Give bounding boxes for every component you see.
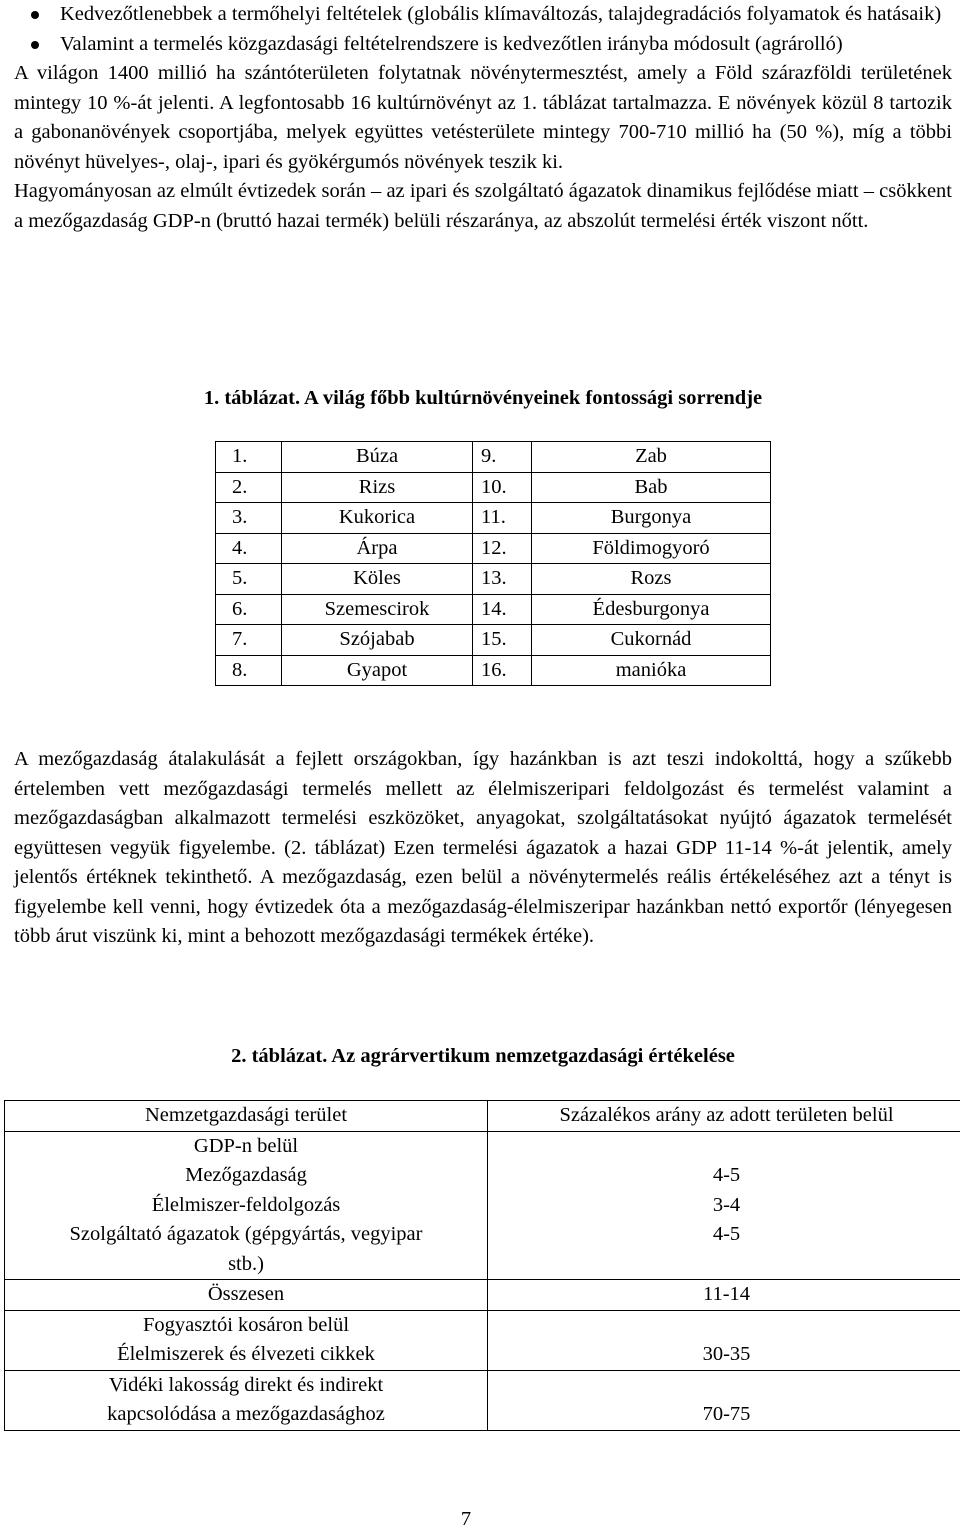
bullet-icon <box>31 41 39 49</box>
table-1-cell: 8. <box>216 655 282 686</box>
cell-line: Fogyasztói kosáron belül <box>142 1313 350 1336</box>
table-row <box>5 1370 960 1430</box>
bullet-text: Kedvezőtlenebbek a termőhelyi feltételek (globális klímaváltozás, talajdegradációs folyamatok és hatásaik) <box>60 3 942 25</box>
table-1-cell: 1. <box>216 442 282 473</box>
cell-line <box>494 1371 959 1401</box>
cell-line: stb.) <box>228 1252 264 1275</box>
cell-line: GDP-n belül <box>193 1134 299 1157</box>
table-1-cell: Édesburgonya <box>532 594 771 625</box>
paragraph-2: Hagyományosan az elmúlt évtizedek során – az ipari és szolgáltató ágazatok dinamikus fejlődése miatt – csökkent a mezőgazdaság GDP-n (bruttó hazai termék) belüli részaránya, az abszolút termelési érték viszont nőtt. <box>14 180 952 232</box>
table-2-cell-value: 11-14 <box>488 1280 960 1311</box>
table-1 <box>215 441 771 686</box>
table-2 <box>4 1100 960 1431</box>
table-1-cell: 13. <box>473 564 532 595</box>
document-page <box>14 0 952 1425</box>
table-row <box>216 472 771 503</box>
bullet-text: Valamint a termelés közgazdasági feltételrendszere is kedvezőtlen irányba módosult (agrárolló) <box>60 32 843 55</box>
table-1-cell: Gyapot <box>282 655 473 686</box>
table-row <box>216 442 771 473</box>
table-2-cell-values <box>488 1310 960 1370</box>
table-1-cell: Földimogyoró <box>532 533 771 564</box>
cell-line <box>494 1132 959 1162</box>
table-1-cell: 7. <box>216 625 282 656</box>
table-1-cell: 5. <box>216 564 282 595</box>
table-1-cell: 9. <box>473 442 532 473</box>
table-1-cell: Búza <box>282 442 473 473</box>
bullet-icon <box>31 11 39 19</box>
table-2-caption: 2. táblázat. Az agrárvertikum nemzetgazdasági értékelése <box>231 1045 735 1067</box>
table-1-cell: 16. <box>473 655 532 686</box>
table-2-cell-area <box>5 1131 488 1280</box>
table-row <box>216 503 771 534</box>
cell-line: 4-5 <box>712 1223 741 1245</box>
page-number: 7 <box>460 1508 472 1530</box>
table-1-cell: 12. <box>473 533 532 564</box>
table-1-cell: Burgonya <box>532 503 771 534</box>
table-1-cell: Bab <box>532 472 771 503</box>
paragraph-3: A mezőgazdaság átalakulását a fejlett országokban, így hazánkban is azt teszi indokolttá, hogy a szűkebb értelemben vett mezőgazdasági termelés mellett az élelmiszeripari feldolgozást és termelést valamint a mezőgazdaságban alkalmazott termelési eszközöket, anyagokat, szolgáltatásokat nyújtó ágazatok termelését együttesen vegyük figyelembe. (2. táblázat) Ezen termelési ágazatok a hazai GDP 11-14 %-át jelentik, amely jelentős értéknek tekinthető. A mezőgazdaság, ezen belül a növénytermelés reális értékeléséhez azt a tényt is figyelembe kell venni, hogy évtizedek óta a mezőgazdaság-élelmiszeripar hazánkban nettó exportőr (lényegesen több árut viszünk ki, mint a behozott mezőgazdasági termékek értéke). <box>14 748 952 947</box>
cell-line <box>494 1311 959 1341</box>
table-1-cell: 2. <box>216 472 282 503</box>
table-1-cell: 4. <box>216 533 282 564</box>
table-1-cell: Szójabab <box>282 625 473 656</box>
cell-line <box>494 1250 959 1280</box>
cell-line: Mezőgazdaság <box>185 1164 307 1186</box>
table-2-cell-values <box>488 1131 960 1280</box>
table-row <box>216 533 771 564</box>
table-1-cell: 14. <box>473 594 532 625</box>
table-2-header-percent: Százalékos arány az adott területen belül <box>488 1101 960 1132</box>
cell-line: 30-35 <box>702 1343 751 1365</box>
table-2-cell-area <box>5 1370 488 1430</box>
table-2-cell-area <box>5 1310 488 1370</box>
cell-line: 4-5 <box>712 1164 741 1186</box>
table-1-cell: Zab <box>532 442 771 473</box>
table-1-cell: Szemescirok <box>282 594 473 625</box>
table-1-cell: manióka <box>532 655 771 686</box>
table-row <box>5 1101 960 1132</box>
cell-line: Vidéki lakosság direkt és indirekt <box>108 1373 384 1396</box>
cell-line: Szolgáltató ágazatok (gépgyártás, vegyipar <box>69 1223 423 1245</box>
table-2-header-area: Nemzetgazdasági terület <box>5 1101 488 1132</box>
bullet-item <box>14 30 952 60</box>
bullet-list <box>14 0 952 59</box>
table-1-cell: Árpa <box>282 533 473 564</box>
table-1-cell: 10. <box>473 472 532 503</box>
table-1-cell: Cukornád <box>532 625 771 656</box>
cell-line: Élelmiszerek és élvezeti cikkek <box>117 1343 375 1365</box>
cell-line: Élelmiszer-feldolgozás <box>151 1193 341 1216</box>
cell-line: 3-4 <box>712 1193 741 1216</box>
table-1-cell: Rizs <box>282 472 473 503</box>
table-1-cell: 6. <box>216 594 282 625</box>
table-1-cell: Köles <box>282 564 473 595</box>
cell-line: 70-75 <box>702 1403 751 1425</box>
table-row <box>5 1310 960 1370</box>
table-row <box>5 1131 960 1280</box>
table-row <box>216 564 771 595</box>
table-1-cell: 15. <box>473 625 532 656</box>
table-1-cell: Kukorica <box>282 503 473 534</box>
table-row <box>216 625 771 656</box>
table-row <box>5 1280 960 1311</box>
table-1-cell: 3. <box>216 503 282 534</box>
table-2-cell-area: Összesen <box>5 1280 488 1311</box>
table-row <box>216 594 771 625</box>
table-1-cell: Rozs <box>532 564 771 595</box>
table-1-cell: 11. <box>473 503 532 534</box>
table-row <box>216 655 771 686</box>
table-1-caption: 1. táblázat. A világ főbb kultúrnövényeinek fontossági sorrendje <box>203 387 763 409</box>
table-2-cell-values <box>488 1370 960 1430</box>
cell-line: kapcsolódása a mezőgazdasághoz <box>107 1403 385 1425</box>
paragraph-1: A világon 1400 millió ha szántóterületen folytatnak növénytermesztést, amely a Föld szárazföldi területének mintegy 10 %-át jelenti. A legfontosabb 16 kultúrnövényt az 1. táblázat tartalmazza. E növények közül 8 tartozik a gabonanövények csoportjába, melyek együttes vetésterülete mintegy 700-710 millió ha (50 %), míg a többi növényt hüvelyes-, olaj-, ipari és gyökérgumós növények teszik ki. <box>14 62 952 173</box>
bullet-item <box>14 0 952 30</box>
